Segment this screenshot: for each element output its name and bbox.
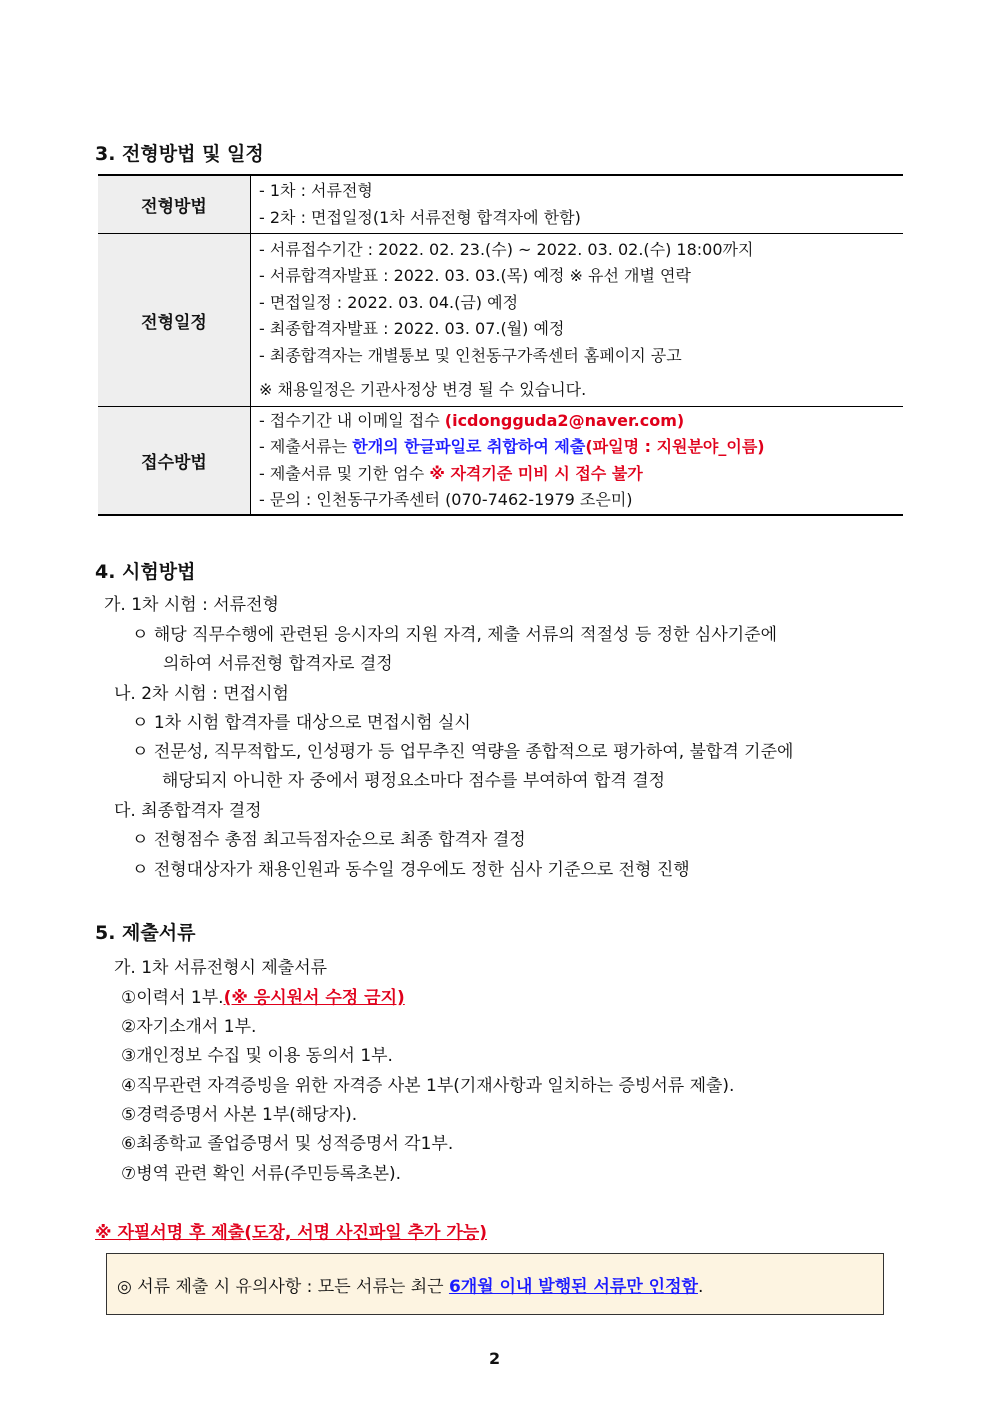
subsection-title: 나. 2차 시험 : 면접시험 bbox=[114, 684, 289, 704]
list-item: ③개인정보 수집 및 이용 동의서 1부. bbox=[121, 1046, 393, 1066]
line: - 최종합격자는 개별통보 및 인천동구가족센터 홈페이지 공고 bbox=[259, 345, 682, 365]
bullet-line: 해당되지 아니한 자 중에서 평정요소마다 점수를 부여하여 합격 결정 bbox=[162, 771, 666, 791]
section4-heading: 4. 시험방법 bbox=[95, 561, 196, 583]
text: . bbox=[697, 1277, 704, 1297]
notice-box bbox=[106, 1253, 884, 1315]
section5-heading: 5. 제출서류 bbox=[95, 922, 196, 944]
page-number: 2 bbox=[489, 1349, 501, 1368]
warning-text: (※ 응시원서 수정 금지) bbox=[223, 988, 405, 1008]
line bbox=[259, 434, 903, 461]
text: ①이력서 1부. bbox=[121, 988, 224, 1008]
line bbox=[259, 408, 903, 435]
list-item bbox=[121, 983, 405, 1008]
text: - 제출서류는 bbox=[259, 437, 353, 456]
email-address: (icdongguda2@naver.com) bbox=[444, 410, 685, 430]
line: - 1차 : 서류전형 bbox=[259, 181, 373, 200]
line: - 면접일정 : 2022. 03. 04.(금) 예정 bbox=[259, 292, 519, 312]
table-row bbox=[98, 234, 903, 407]
text: - 접수기간 내 이메일 접수 bbox=[259, 410, 445, 430]
highlight-blue: 6개월 이내 발행된 서류만 인정함 bbox=[448, 1277, 698, 1297]
row-label: 전형일정 bbox=[98, 234, 251, 407]
schedule-table bbox=[98, 174, 903, 516]
list-item: ⑥최종학교 졸업증명서 및 성적증명서 각1부. bbox=[121, 1134, 454, 1154]
line: ※ 채용일정은 기관사정상 변경 될 수 있습니다. bbox=[259, 380, 587, 399]
line: - 2차 : 면접일정(1차 서류전형 합격자에 한함) bbox=[259, 207, 581, 227]
row-label: 접수방법 bbox=[98, 407, 251, 516]
bullet-line: ㅇ 전형점수 총점 최고득점자순으로 최종 합격자 결정 bbox=[132, 830, 526, 850]
line: - 서류접수기간 : 2022. 02. 23.(수) ~ 2022. 03. 02.(수) 18:00까지 bbox=[259, 239, 754, 259]
row-content bbox=[251, 175, 904, 234]
list-item: ②자기소개서 1부. bbox=[121, 1017, 257, 1037]
list-item: ④직무관련 자격증빙을 위한 자격증 사본 1부(기재사항과 일치하는 증빙서류 제출). bbox=[121, 1076, 735, 1096]
line bbox=[259, 461, 903, 488]
bullet-line: ㅇ 1차 시험 합격자를 대상으로 면접시험 실시 bbox=[132, 713, 471, 733]
bullet-line: ㅇ 해당 직무수행에 관련된 응시자의 지원 자격, 제출 서류의 적절성 등 정한 심사기준에 bbox=[132, 625, 778, 645]
notice-text bbox=[117, 1272, 703, 1297]
bullet-line: ㅇ 전문성, 직무적합도, 인성평가 등 업무추진 역량을 종합적으로 평가하여, 불합격 기준에 bbox=[132, 742, 794, 762]
bullet-line: 의하여 서류전형 합격자로 결정 bbox=[163, 654, 393, 674]
text: ◎ 서류 제출 시 유의사항 : 모든 서류는 최근 bbox=[117, 1277, 449, 1297]
row-label: 전형방법 bbox=[98, 175, 251, 234]
section3-heading: 3. 전형방법 및 일정 bbox=[95, 143, 264, 165]
text: - 제출서류 및 기한 엄수 bbox=[259, 463, 430, 483]
highlight-red: (파일명 : 지원분야_이름) bbox=[585, 437, 765, 456]
line: - 최종합격자발표 : 2022. 03. 07.(월) 예정 bbox=[259, 319, 565, 338]
subsection-title: 다. 최종합격자 결정 bbox=[114, 801, 262, 821]
subsection-title: 가. 1차 시험 : 서류전형 bbox=[104, 595, 279, 615]
list-item: ⑦병역 관련 확인 서류(주민등록초본). bbox=[121, 1164, 402, 1184]
subsection-title: 가. 1차 서류전형시 제출서류 bbox=[114, 958, 328, 978]
line: - 서류합격자발표 : 2022. 03. 03.(목) 예정 ※ 유선 개별 연락 bbox=[259, 266, 691, 285]
highlight-red: ※ 자격기준 미비 시 접수 불가 bbox=[429, 463, 643, 483]
highlight-blue: 한개의 한글파일로 취합하여 제출 bbox=[352, 437, 586, 456]
table-row bbox=[98, 175, 903, 234]
list-item: ⑤경력증명서 사본 1부(해당자). bbox=[121, 1105, 358, 1125]
row-content bbox=[251, 407, 904, 516]
line: - 문의 : 인천동구가족센터 (070-7462-1979 조은미) bbox=[259, 490, 633, 509]
table-row bbox=[98, 407, 903, 516]
row-content bbox=[251, 234, 904, 407]
bullet-line: ㅇ 전형대상자가 채용인원과 동수일 경우에도 정한 심사 기준으로 전형 진행 bbox=[132, 860, 690, 880]
signature-note: ※ 자필서명 후 제출(도장, 서명 사진파일 추가 가능) bbox=[95, 1223, 487, 1243]
